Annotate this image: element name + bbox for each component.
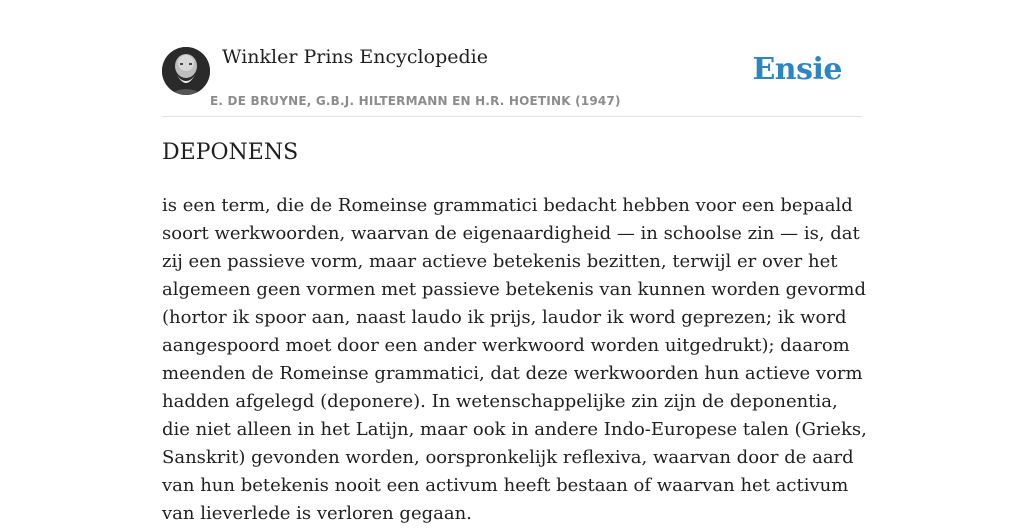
article-headword: DEPONENS	[162, 140, 299, 165]
author-avatar[interactable]	[162, 47, 210, 95]
source-header	[162, 44, 862, 117]
article-body: is een term, die de Romeinse grammatici bedacht hebben voor een bepaald soort werkwoorden, waarvan de eigenaardigheid — in schoolse zin — is, dat zij een passieve vorm, maar actieve betekenis bezitten, terwijl er over het algemeen geen vormen met passieve betekenis van kunnen worden gevormd (hortor ik spoor aan, naast laudo ik prijs, laudor ik word geprezen; ik word aangespoord moet door een ander werkwoord worden uitgedrukt); daarom meenden de Romeinse grammatici, dat deze werkwoorden hun actieve vorm hadden afgelegd (deponere). In wetenschappelijke zin zijn de deponentia, die niet alleen in het Latijn, maar ook in andere Indo-Europese talen (Grieks, Sanskrit) gevonden worden, oorspronkelijk reflexiva, waarvan door de aard van hun betekenis nooit een activum heeft bestaan of waarvan het activum van lieverlede is verloren gegaan.	[162, 195, 867, 524]
article-card	[162, 0, 867, 524]
source-authors: E. DE BRUYNE, G.B.J. HILTERMANN EN H.R. HOETINK (1947)	[210, 94, 621, 108]
ensie-logo[interactable]: Ensie	[752, 52, 842, 87]
source-title[interactable]: Winkler Prins Encyclopedie	[222, 46, 488, 68]
portrait-icon	[162, 47, 210, 95]
